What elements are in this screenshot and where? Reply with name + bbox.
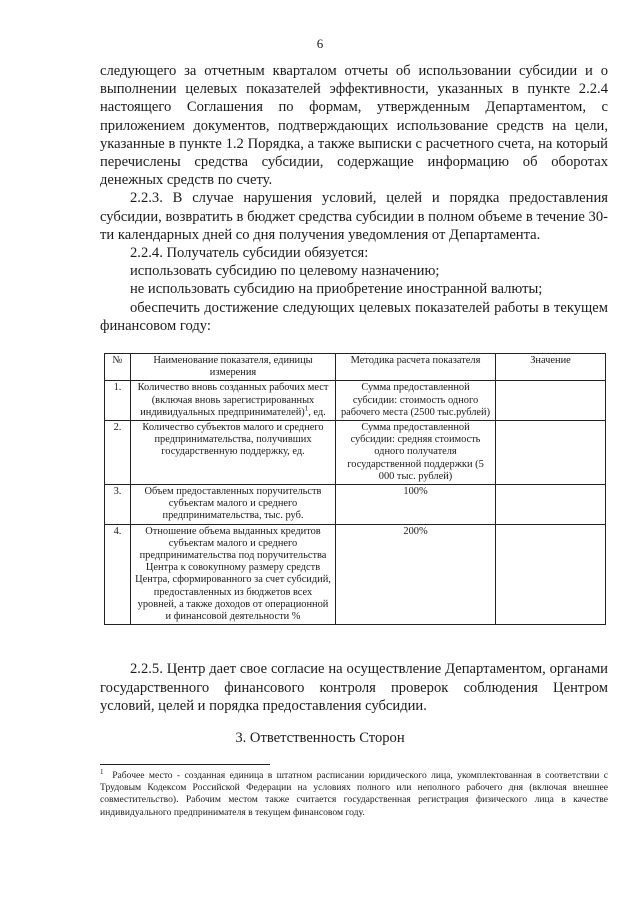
footnote-ref[interactable]: 1: [304, 404, 309, 413]
page-number: 6: [316, 36, 324, 51]
indicators-table: [104, 353, 606, 625]
indicator-value: [496, 421, 606, 485]
paragraph-reporting: следующего за отчетным кварталом отчеты об использовании субсидии и о выполнении целевых показателей эффективности, указанных в пункте 2.2.4 настоящего Соглашения по формам, утвержденным Департаментом, с приложением документов, подтверждающих использование средств на цели, указанные в пункте 1.2 Порядка, а также выписки с расчетного счета, на который перечислены средства субсидии, содержащие информацию об оборотах денежных средств по счету.: [100, 63, 608, 189]
footnote: [100, 767, 608, 819]
footnote-divider: [100, 764, 270, 765]
indicator-name: Отношение объема выданных кредитов субъектам малого и среднего предпринимательства под поручительства Центра к совокупному размеру средств Центра, сформированного за счет субсидий, предоставленных из бюджетов всех уровней, а также доходов от операционной и финансовой деятельности %: [131, 524, 336, 625]
calculation-method: 100%: [336, 485, 496, 525]
paragraph-2-2-3: 2.2.3. В случае нарушения условий, целей и порядка предоставления субсидии, возвратить в бюджет средства субсидии в полном объеме в течение 30-ти календарных дней со дня получения уведомления от Департамента.: [100, 190, 608, 243]
indicator-value: [496, 381, 606, 421]
footnote-mark: 1: [100, 767, 104, 776]
obligation-item: обеспечить достижение следующих целевых показателей работы в текущем финансовом году:: [100, 299, 608, 334]
body-text: [100, 62, 608, 335]
indicator-name: Объем предоставленных поручительств субъектам малого и среднего предпринимательства, тыс. руб.: [131, 485, 336, 525]
row-number: 3.: [105, 485, 131, 525]
row-number: 4.: [105, 524, 131, 625]
column-header: №: [105, 354, 131, 381]
indicator-name: Количество вновь созданных рабочих мест (включая вновь зарегистрированных индивидуальных предпринимателей)$^1$, ед.: [131, 381, 336, 421]
calculation-method: 200%: [336, 524, 496, 625]
row-number: 2.: [105, 421, 131, 485]
section-heading: 3. Ответственность Сторон: [235, 730, 405, 746]
column-header: Наименование показателя, единицы измерения: [131, 354, 336, 381]
row-number: 1.: [105, 381, 131, 421]
paragraph-2-2-4: 2.2.4. Получатель субсидии обязуется:: [130, 245, 369, 262]
table-header-row: [105, 354, 606, 381]
column-header: Значение: [496, 354, 606, 381]
table-row: [105, 524, 606, 625]
table-row: [105, 421, 606, 485]
paragraph-2-2-5: 2.2.5. Центр дает свое согласие на осуществление Департаментом, органами государственного финансового контроля проверок соблюдения Центром условий, целей и порядка предоставления субсидии.: [100, 661, 608, 715]
indicator-value: [496, 524, 606, 625]
indicator-name: Количество субъектов малого и среднего предпринимательства, получивших государственную поддержку, ед.: [131, 421, 336, 485]
column-header: Методика расчета показателя: [336, 354, 496, 381]
table-row: [105, 381, 606, 421]
obligation-item: использовать субсидию по целевому назначению;: [130, 263, 440, 280]
after-table-text: [100, 660, 608, 716]
calculation-method: Сумма предоставленной субсидии: стоимость одного рабочего места (2500 тыс.рублей): [336, 381, 496, 421]
calculation-method: Сумма предоставленной субсидии: средняя стоимость одного получателя государственной поддержки (5 000 тыс. рублей): [336, 421, 496, 485]
table-row: [105, 485, 606, 525]
obligation-item: не использовать субсидию на приобретение иностранной валюты;: [130, 281, 543, 298]
indicator-value: [496, 485, 606, 525]
footnote-text: Рабочее место - созданная единица в штатном расписании юридического лица, укомплектованная в соответствии с Трудовым Кодексом Российской Федерации на условиях полного или неполного рабочего дня (включая внешнее совместительство). Рабочим местом также считается государственная регистрация физического лица в качестве индивидуального предпринимателя в текущем финансовом году.: [100, 770, 608, 818]
